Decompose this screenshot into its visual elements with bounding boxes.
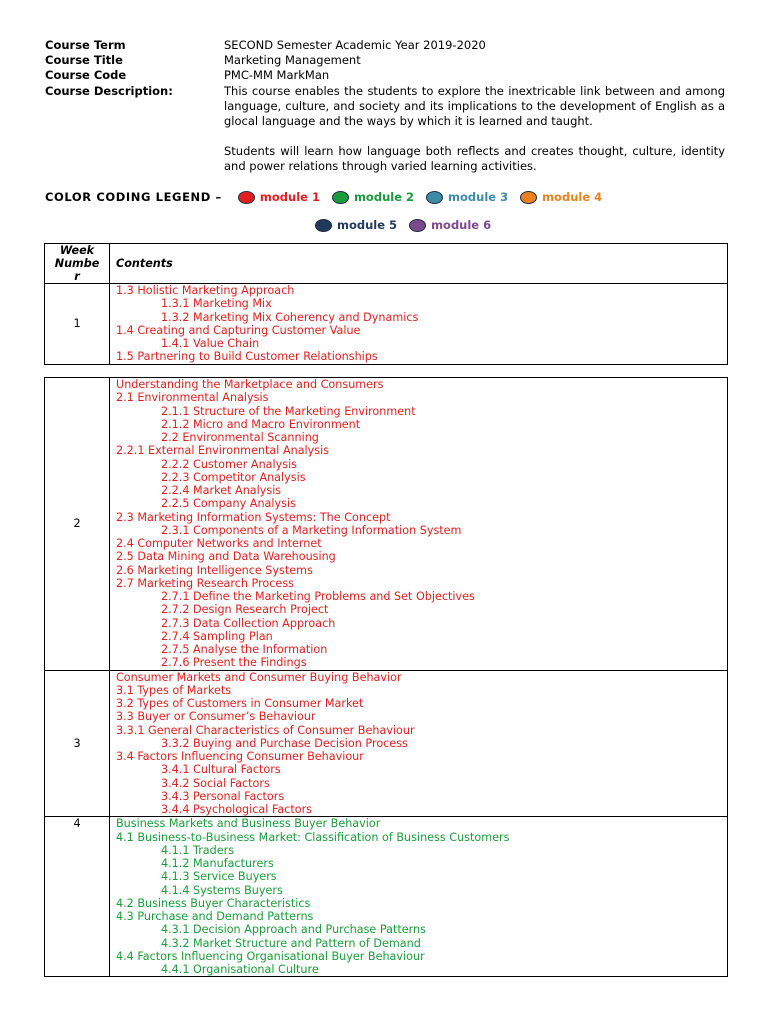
description-paragraph-2: Students will learn how language both reflects and creates thought, culture, identity and power relations through varied learning activities. [224, 144, 725, 174]
module-4-dot-icon [520, 191, 537, 204]
module-5-dot-icon [315, 219, 332, 232]
content-line: 3.4.1 Cultural Factors [161, 763, 281, 777]
legend-row-2 [45, 215, 735, 235]
week-header-line: Week [59, 244, 95, 257]
legend-module-3-label: module 3 [448, 190, 509, 204]
content-line: 3.3 Buyer or Consumer’s Behaviour [116, 710, 316, 724]
content-line: 2.1.1 Structure of the Marketing Environment [161, 404, 416, 418]
course-title-label: Course Title [45, 53, 123, 68]
course-info [45, 38, 725, 175]
content-line: 2.7.5 Analyse the Information [161, 643, 328, 656]
legend-module-1 [238, 190, 320, 204]
description-paragraph-1: This course enables the students to explore the inextricable link between and among language, culture, and society and its implications to the development of English as a glocal language and the ways by which it is learned and taught. [224, 83, 725, 129]
content-line: 3.4.2 Social Factors [161, 776, 270, 790]
table-row [45, 378, 728, 671]
week-number: 2 [45, 378, 110, 671]
course-term-value: SECOND Semester Academic Year 2019-2020 [224, 38, 486, 52]
module-2-dot-icon [332, 191, 349, 204]
week-contents [110, 817, 728, 977]
module-3-dot-icon [426, 191, 443, 204]
course-title-row [45, 53, 725, 68]
content-line: Business Markets and Business Buyer Behavior [116, 817, 381, 831]
content-line: 3.4.3 Personal Factors [161, 789, 285, 803]
legend-module-3 [426, 190, 508, 204]
content-line: 1.4 Creating and Capturing Customer Value [116, 323, 361, 337]
course-term-row [45, 38, 725, 53]
legend-label: COLOR CODING LEGEND – [45, 190, 222, 204]
content-line: 3.1 Types of Markets [116, 683, 232, 697]
week-header-line: r [74, 270, 80, 283]
content-line: 1.3.2 Marketing Mix Coherency and Dynamics [161, 310, 419, 324]
week-contents [110, 378, 728, 671]
course-description-label: Course Description: [45, 83, 173, 98]
content-line: 2.6 Marketing Intelligence Systems [116, 563, 313, 577]
week-contents [110, 670, 728, 817]
content-line: 2.3 Marketing Information Systems: The Concept [116, 510, 391, 524]
legend-module-4-label: module 4 [542, 190, 603, 204]
course-title-value: Marketing Management [224, 53, 361, 68]
course-description [224, 84, 725, 175]
legend-module-4 [520, 190, 602, 204]
table-header-row [45, 244, 728, 284]
content-line: 4.1.4 Systems Buyers [161, 883, 283, 897]
course-code-row [45, 68, 725, 83]
legend-module-5-label: module 5 [337, 218, 398, 232]
content-line: 1.3 Holistic Marketing Approach [116, 284, 295, 297]
content-line: 2.7 Marketing Research Process [116, 576, 294, 590]
legend-module-6-label: module 6 [431, 218, 492, 232]
content-line: 4.1.3 Service Buyers [161, 870, 277, 884]
course-term-label: Course Term [45, 38, 126, 52]
content-line: 2.1 Environmental Analysis [116, 391, 269, 405]
legend-module-1-label: module 1 [259, 190, 320, 204]
week-contents [110, 284, 728, 365]
content-line: 1.5 Partnering to Build Customer Relationships [116, 350, 378, 364]
content-line: 2.7.4 Sampling Plan [161, 629, 273, 643]
legend-module-2-label: module 2 [353, 190, 415, 204]
legend-row-1 [45, 187, 735, 207]
content-line: 2.7.3 Data Collection Approach [161, 616, 336, 630]
course-code-label: Course Code [45, 68, 127, 83]
week-header-line: Numbe [54, 257, 100, 270]
table-row [45, 817, 728, 977]
content-line: 3.3.1 General Characteristics of Consumer Behaviour [116, 723, 415, 737]
content-line: 3.4 Factors Influencing Consumer Behaviour [116, 750, 364, 763]
content-line: 4.3.2 Market Structure and Pattern of Demand [161, 936, 421, 950]
legend-module-6 [409, 218, 491, 232]
table-row [45, 670, 728, 817]
content-line: 2.2.5 Company Analysis [161, 497, 296, 511]
content-line: 2.7.2 Design Research Project [161, 603, 329, 617]
content-line: 3.4.4 Psychological Factors [161, 803, 313, 816]
module-6-dot-icon [409, 219, 426, 232]
content-line: 2.2 Environmental Scanning [161, 431, 319, 444]
content-line: 4.3.1 Decision Approach and Purchase Patterns [161, 923, 426, 937]
content-line: 2.2.2 Customer Analysis [161, 457, 298, 471]
content-line: 4.3 Purchase and Demand Patterns [116, 910, 314, 923]
content-line: 2.3.1 Components of a Marketing Information System [161, 523, 462, 537]
content-line: 4.4 Factors Influencing Organisational Buyer Behaviour [116, 949, 425, 963]
content-line: 2.4 Computer Networks and Internet [116, 537, 322, 550]
content-line: Understanding the Marketplace and Consumers [116, 378, 384, 391]
content-line: 4.1.1 Traders [161, 843, 235, 857]
week-number-header [45, 244, 110, 284]
content-line: 4.4.1 Organisational Culture [161, 963, 319, 976]
course-description-row [45, 84, 725, 175]
week-1-table [44, 243, 728, 365]
course-code-value: PMC-MM MarkMan [224, 68, 330, 83]
content-line: 2.1.2 Micro and Macro Environment [161, 417, 361, 431]
content-line: 2.2.4 Market Analysis [161, 484, 282, 497]
week-number: 4 [45, 817, 110, 977]
content-line: 2.5 Data Mining and Data Warehousing [116, 550, 336, 564]
weeks-2-4-table [44, 377, 728, 977]
content-line: Consumer Markets and Consumer Buying Behavior [116, 670, 402, 684]
content-line: 3.3.2 Buying and Purchase Decision Process [161, 736, 408, 750]
week-number: 1 [45, 284, 110, 365]
content-line: 4.1.2 Manufacturers [161, 857, 274, 870]
content-line: 3.2 Types of Customers in Consumer Market [116, 697, 364, 710]
content-line: 2.2.3 Competitor Analysis [161, 470, 306, 484]
content-line: 1.4.1 Value Chain [161, 337, 260, 350]
content-line: 1.3.1 Marketing Mix [161, 297, 272, 311]
color-coding-legend [45, 187, 735, 235]
content-line: 2.7.1 Define the Marketing Problems and Set Objectives [161, 590, 475, 603]
legend-module-2 [332, 190, 414, 204]
legend-module-5 [315, 218, 397, 232]
content-line: 2.2.1 External Environmental Analysis [116, 444, 330, 458]
content-line: 2.7.6 Present the Findings [161, 656, 307, 670]
week-number: 3 [45, 670, 110, 817]
contents-header: Contents [110, 244, 728, 284]
module-1-dot-icon [238, 191, 255, 204]
table-row [45, 284, 728, 365]
content-line: 4.2 Business Buyer Characteristics [116, 896, 311, 910]
content-line: 4.1 Business-to-Business Market: Classification of Business Customers [116, 830, 510, 844]
